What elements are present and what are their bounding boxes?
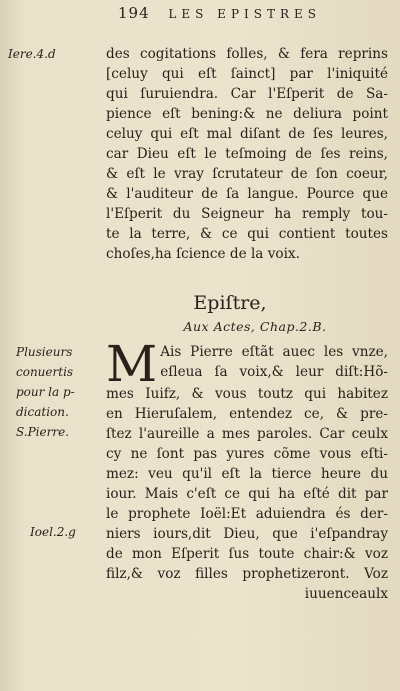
- text-line: filz,& voz filles prophetizeront. Voz: [106, 566, 388, 582]
- margin-line: pour la p-: [16, 385, 75, 399]
- section-subheading: Aux Actes, Chap.2.B.: [183, 319, 327, 334]
- text-line: & l'auditeur de ſa langue. Pource que: [106, 186, 388, 202]
- margin-note-peter: [16, 342, 75, 442]
- text-block-1: [106, 44, 388, 264]
- text-line: mes Iuifz, & vous toutz qui habitez: [106, 386, 388, 402]
- text-line: de mon Eſperit ſus toute chair:& voz: [106, 546, 388, 562]
- margin-line: conuertis: [16, 365, 74, 379]
- text-line: choſes,ha ſcience de la voix.: [106, 246, 300, 262]
- margin-line: S.Pierre.: [16, 425, 70, 439]
- text-line: & eſt le vray ſcrutateur de ſon coeur,: [106, 166, 388, 182]
- margin-note-jeremiah: [8, 44, 56, 64]
- text-line: en Hieruſalem, entendez ce, & pre-: [106, 406, 388, 422]
- text-line: iour. Mais c'eſt ce qui ha eſté dit par: [106, 486, 388, 502]
- text-line: des cogitations folles, & fera reprins: [106, 46, 388, 62]
- margin-line: Plusieurs: [16, 345, 73, 359]
- text-line: celuy qui eſt mal diſant de ſes leures,: [106, 126, 388, 142]
- text-line: cy ne ſont pas yures cõme vous eſti-: [106, 446, 388, 462]
- text-line: pience eſt bening:& ne deliura point: [106, 106, 388, 122]
- text-line: mez: veu qu'il eſt la tierce heure du: [106, 466, 388, 482]
- text-line: te la terre, & ce qui contient toutes: [106, 226, 388, 242]
- text-line: car Dieu eſt le teſmoing de ſes reins,: [106, 146, 388, 162]
- drop-capital: M: [106, 335, 158, 393]
- margin-ref: Ioel.2.g: [30, 525, 76, 539]
- text-line: qui ſuruiendra. Car l'Eſperit de Sa-: [106, 86, 388, 102]
- running-title: LES EPISTRES: [168, 7, 321, 21]
- text-line: l'Eſperit du Seigneur ha remply tou-: [106, 206, 388, 222]
- margin-ref: Iere.4.d: [8, 47, 56, 61]
- text-line: le prophete Ioël:Et aduiendra és der-: [106, 506, 388, 522]
- text-line: niers iours,dit Dieu, que i'eſpandray: [106, 526, 388, 542]
- section-heading: Epiſtre,: [193, 292, 267, 314]
- margin-line: dication.: [16, 405, 69, 419]
- text-line: Ais Pierre eſtãt auec les vnze,: [160, 344, 388, 360]
- margin-note-joel: [30, 522, 76, 542]
- page-number: 194: [118, 4, 150, 22]
- text-line: [celuy qui eſt ſainct] par l'iniquité: [106, 66, 388, 82]
- page-header: [118, 4, 321, 22]
- text-block-2: [106, 335, 388, 604]
- text-line: ſtez l'aureille a mes paroles. Car ceulx: [106, 426, 388, 442]
- text-line: eſleua ſa voix,& leur diſt:Hõ-: [160, 364, 388, 380]
- catchword: iuuenceaulx: [304, 586, 388, 602]
